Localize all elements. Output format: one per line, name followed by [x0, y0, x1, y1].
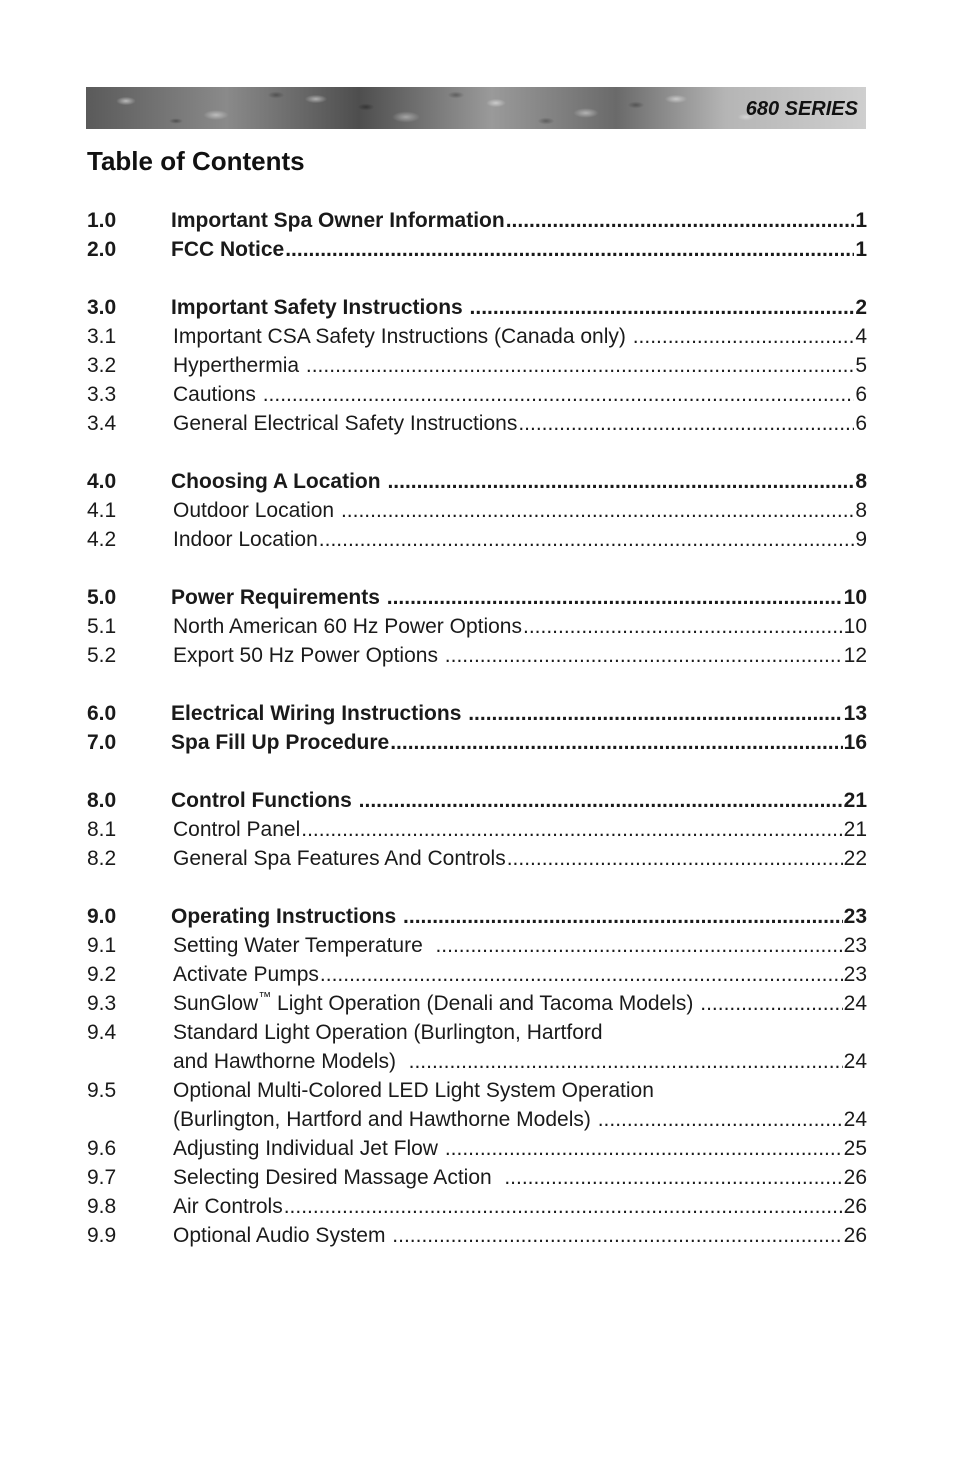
toc-entry[interactable]: [87, 931, 867, 960]
toc-entry-title: [173, 931, 434, 960]
toc-entry-number: 4.1: [87, 499, 117, 522]
toc-entry-page: 23: [843, 963, 867, 986]
toc-entry-number: 2.0: [87, 238, 117, 261]
toc-entry-title-text: General Spa Features And Controls: [173, 847, 506, 870]
toc-entry[interactable]: [87, 844, 867, 873]
toc-entry-number: 3.3: [87, 383, 117, 406]
header-banner: [86, 87, 866, 129]
toc-entry-number: 9.8: [87, 1195, 117, 1218]
toc-entry-number: 9.7: [87, 1166, 117, 1189]
dot-leader: [285, 235, 854, 264]
toc-entry-title: [173, 641, 444, 670]
dot-leader: [445, 641, 843, 670]
toc-entry-number: 9.5: [87, 1079, 117, 1102]
toc-entry-title: [173, 989, 699, 1018]
toc-entry[interactable]: [87, 206, 867, 235]
toc-entry-title: [171, 786, 358, 815]
toc-entry-title-text: Activate Pumps: [173, 963, 319, 986]
series-label: 680 SERIES: [745, 98, 858, 120]
toc-entry-page: 10: [843, 586, 867, 609]
toc-entry[interactable]: [87, 1221, 867, 1250]
toc-entry-continuation[interactable]: [87, 1047, 867, 1076]
toc-entry[interactable]: [87, 525, 867, 554]
toc-entry-page: 24: [843, 1108, 867, 1131]
toc-entry-page: 4: [855, 325, 867, 348]
dot-leader: [700, 989, 842, 1018]
dot-leader: [403, 902, 843, 931]
toc-entry-number: 9.3: [87, 992, 117, 1015]
toc-entry-title: [173, 612, 522, 641]
toc-entry[interactable]: [87, 409, 867, 438]
trademark-symbol: ™: [258, 989, 272, 1004]
dot-leader: [341, 496, 854, 525]
toc-entry-page: 26: [843, 1195, 867, 1218]
toc-entry-title-text: Indoor Location: [173, 528, 318, 551]
toc-entry-title-text: North American 60 Hz Power Options: [173, 615, 522, 638]
toc-entry-title-text: FCC Notice: [171, 238, 285, 261]
toc-entry-number: 3.4: [87, 412, 117, 435]
dot-leader: [470, 293, 855, 322]
dot-leader: [435, 931, 842, 960]
toc-entry-title-text: Important Safety Instructions: [171, 296, 469, 319]
toc-entry-title: [171, 699, 467, 728]
toc-entry-page: 6: [855, 412, 867, 435]
toc-entry[interactable]: [87, 1192, 867, 1221]
toc-entry-number: 3.2: [87, 354, 117, 377]
toc-entry[interactable]: [87, 612, 867, 641]
toc-entry-number: 3.0: [87, 296, 117, 319]
toc-entry[interactable]: [87, 467, 867, 496]
toc-entry-title-continued: and Hawthorne Models): [173, 1050, 408, 1073]
toc-entry-title-text: Optional Multi-Colored LED Light System Operation: [173, 1079, 654, 1102]
toc-entry-title: [173, 1076, 654, 1105]
toc-entry-title: [173, 322, 632, 351]
toc-entry-title-text: Optional Audio System: [173, 1224, 392, 1247]
toc-entry-page: 9: [855, 528, 867, 551]
toc-entry-page: 22: [843, 847, 867, 870]
toc-entry-number: 9.2: [87, 963, 117, 986]
toc-entry-number: 5.0: [87, 586, 117, 609]
toc-entry-title: [173, 815, 300, 844]
toc-entry-title: [173, 1018, 603, 1047]
toc-entry-title: [173, 960, 319, 989]
toc-entry-number: 9.4: [87, 1021, 117, 1044]
toc-entry[interactable]: [87, 351, 867, 380]
dot-leader: [504, 1163, 842, 1192]
toc-entry-number: 6.0: [87, 702, 117, 725]
toc-entry-title: [171, 235, 284, 264]
dot-leader: [306, 351, 854, 380]
toc-entry-title: [173, 1134, 444, 1163]
toc-entry-page: 24: [843, 992, 867, 1015]
toc-entry[interactable]: [87, 989, 867, 1018]
toc-entry-title-text: SunGlow: [173, 992, 259, 1015]
dot-leader: [387, 467, 854, 496]
toc-entry[interactable]: [87, 960, 867, 989]
toc-entry-page: 21: [843, 818, 867, 841]
toc-entry-title: [171, 902, 402, 931]
toc-entry-page: 1: [855, 209, 867, 232]
dot-leader: [523, 612, 843, 641]
toc-entry-title: [173, 496, 340, 525]
toc-entry-title-text: Outdoor Location: [173, 499, 340, 522]
toc-entry-page: 12: [843, 644, 867, 667]
toc-entry-page: 10: [843, 615, 867, 638]
toc-entry[interactable]: [87, 235, 867, 264]
toc-entry[interactable]: [87, 641, 867, 670]
toc-entry[interactable]: [87, 380, 867, 409]
toc-entry-title-text: Important Spa Owner Information: [171, 209, 505, 232]
toc-entry-title: [173, 1163, 503, 1192]
toc-entry-title: [171, 293, 469, 322]
toc-entry-title-continued: (Burlington, Hartford and Hawthorne Models): [173, 1108, 597, 1131]
dot-leader: [319, 525, 855, 554]
toc-entry-number: 3.1: [87, 325, 117, 348]
toc-entry-title-text: Selecting Desired Massage Action: [173, 1166, 504, 1189]
toc-entry-title-text: Light Operation (Denali and Tacoma Models): [271, 992, 700, 1015]
dot-leader: [445, 1134, 843, 1163]
toc-entry[interactable]: [87, 293, 867, 322]
toc-entry-title-text: Setting Water Temperature: [173, 934, 435, 957]
toc-entry-title: [173, 409, 517, 438]
toc-entry-number: 8.1: [87, 818, 117, 841]
toc-entry-title-text: Hyperthermia: [173, 354, 305, 377]
toc-entry-title: [173, 1221, 391, 1250]
toc-entry-title-text: Adjusting Individual Jet Flow: [173, 1137, 444, 1160]
toc-entry-page: 5: [855, 354, 867, 377]
toc-entry-title: [173, 380, 262, 409]
toc-entry-number: 9.0: [87, 905, 117, 928]
toc-entry[interactable]: [87, 322, 867, 351]
dot-leader: [284, 1192, 843, 1221]
toc-entry[interactable]: [87, 902, 867, 931]
toc-entry[interactable]: [87, 496, 867, 525]
toc-entry-page: 8: [855, 499, 867, 522]
toc-entry-continuation[interactable]: [87, 1105, 867, 1134]
toc-entry[interactable]: [87, 728, 867, 757]
dot-leader: [633, 322, 855, 351]
toc-entry-number: 4.2: [87, 528, 117, 551]
toc-entry-page: 2: [855, 296, 867, 319]
toc-entry-title-text: Spa Fill Up Procedure: [171, 731, 390, 754]
dot-leader: [507, 844, 843, 873]
dot-leader: [263, 380, 855, 409]
page-title: Table of Contents: [87, 146, 305, 176]
dot-leader: [392, 1221, 842, 1250]
dot-leader: [320, 960, 843, 989]
toc-entry-number: 8.2: [87, 847, 117, 870]
toc-entry-title: [171, 467, 386, 496]
toc-entry-number: 5.2: [87, 644, 117, 667]
toc-entry[interactable]: [87, 1163, 867, 1192]
toc-entry-page: 6: [855, 383, 867, 406]
toc-entry-title-text: Important CSA Safety Instructions (Canada only): [173, 325, 632, 348]
dot-leader: [468, 699, 842, 728]
toc-entry-title-text: Cautions: [173, 383, 262, 406]
toc-entry-number: 9.9: [87, 1224, 117, 1247]
dot-leader: [301, 815, 842, 844]
toc-entry-number: 9.6: [87, 1137, 117, 1160]
toc-entry-title-text: Export 50 Hz Power Options: [173, 644, 444, 667]
toc-entry-title-text: Choosing A Location: [171, 470, 387, 493]
toc-entry-page: 16: [843, 731, 867, 754]
toc-entry-page: 23: [843, 934, 867, 957]
toc-entry-page: 23: [843, 905, 867, 928]
toc-entry[interactable]: [87, 583, 867, 612]
toc-entry-page: 26: [843, 1224, 867, 1247]
toc-entry-title-text: Electrical Wiring Instructions: [171, 702, 468, 725]
toc-entry-title: [173, 844, 506, 873]
toc-entry-number: 8.0: [87, 789, 117, 812]
toc-entry-number: 7.0: [87, 731, 117, 754]
toc-entry-page: 24: [843, 1050, 867, 1073]
toc-entry-title-text: General Electrical Safety Instructions: [173, 412, 518, 435]
toc-entry[interactable]: [87, 1134, 867, 1163]
toc-entry-page: 21: [843, 789, 867, 812]
toc-entry[interactable]: [87, 1076, 867, 1105]
dot-leader: [598, 1105, 843, 1134]
toc-entry-number: 1.0: [87, 209, 117, 232]
dot-leader: [359, 786, 843, 815]
toc-entry-title-text: Standard Light Operation (Burlington, Hartford: [173, 1021, 603, 1044]
toc-entry[interactable]: [87, 815, 867, 844]
toc-entry-title-text: Operating Instructions: [171, 905, 403, 928]
toc-entry-page: 1: [855, 238, 867, 261]
toc-entry-number: 4.0: [87, 470, 117, 493]
dot-leader: [387, 583, 843, 612]
toc-entry-page: 25: [843, 1137, 867, 1160]
toc-entry-page: 8: [855, 470, 867, 493]
toc-entry-page: 13: [843, 702, 867, 725]
toc-entry-title: [171, 206, 505, 235]
dot-leader: [518, 409, 854, 438]
toc-entry-number: 9.1: [87, 934, 117, 957]
toc-entry-title: [171, 583, 386, 612]
table-of-contents: [87, 206, 867, 1250]
toc-entry-title-text: Control Functions: [171, 789, 358, 812]
toc-entry-title-text: Air Controls: [173, 1195, 283, 1218]
toc-entry-title: [173, 1192, 283, 1221]
toc-entry-title: [171, 728, 389, 757]
toc-entry-title-text: Power Requirements: [171, 586, 386, 609]
dot-leader: [390, 728, 842, 757]
toc-entry-number: 5.1: [87, 615, 117, 638]
toc-entry[interactable]: [87, 699, 867, 728]
toc-entry-title: [173, 525, 318, 554]
dot-leader: [409, 1047, 843, 1076]
dot-leader: [506, 206, 855, 235]
toc-entry-title-text: Control Panel: [173, 818, 301, 841]
toc-entry[interactable]: [87, 786, 867, 815]
toc-entry-title: [173, 351, 305, 380]
toc-entry-page: 26: [843, 1166, 867, 1189]
toc-entry[interactable]: [87, 1018, 867, 1047]
